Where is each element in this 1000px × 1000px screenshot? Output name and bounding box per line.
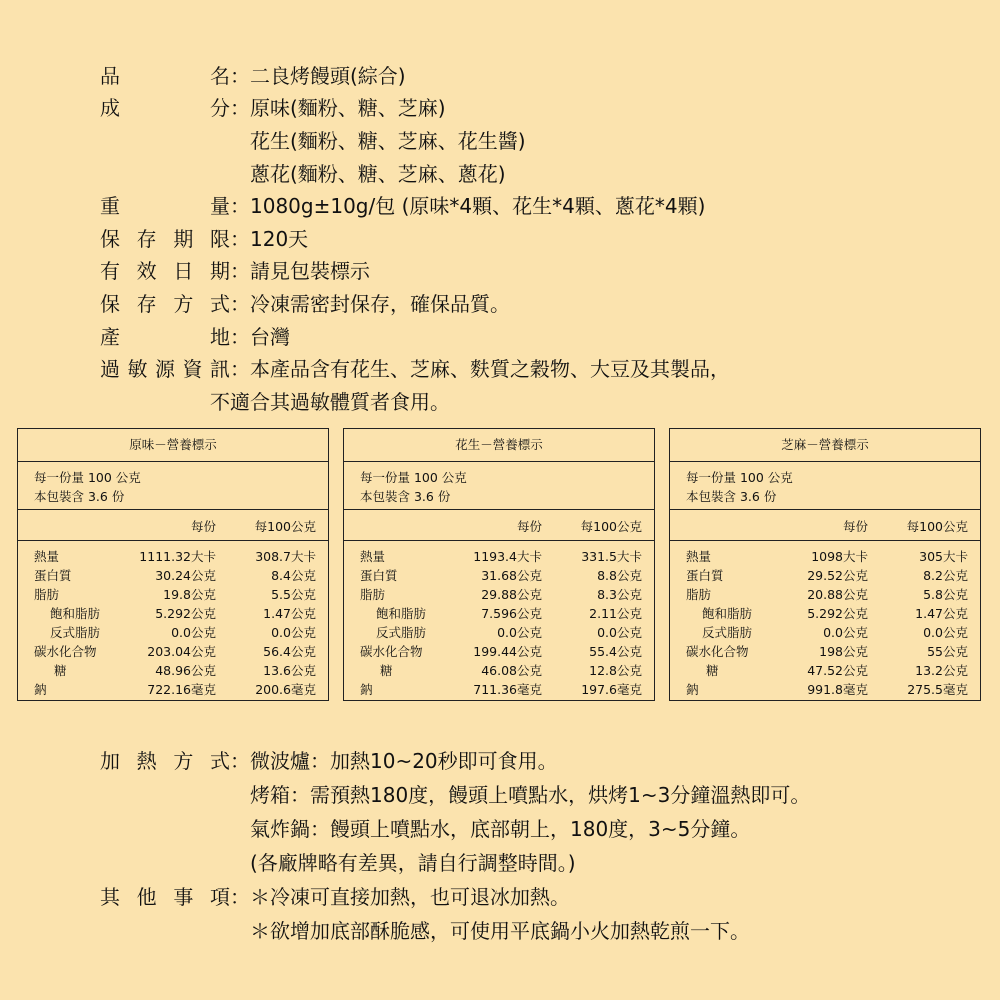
heating-airfryer: 氣炸鍋：饅頭上噴點水，底部朝上，180度，3~5分鐘。 bbox=[250, 816, 751, 841]
serving-size: 每一份量 100 公克 bbox=[360, 470, 467, 485]
nutrient-row: 碳水化合物 203.04公克 56.4公克 bbox=[34, 644, 316, 659]
expiry-label: 有 效 日 期 bbox=[100, 259, 230, 284]
nutrient-row: 糖 46.08公克 12.8公克 bbox=[380, 663, 642, 678]
storage-row bbox=[100, 286, 730, 319]
weight-row bbox=[100, 188, 730, 221]
panel-title: 花生－營養標示 bbox=[344, 429, 654, 462]
nutrition-panel-original bbox=[17, 428, 329, 701]
serving-info bbox=[670, 462, 980, 510]
col-per-100g: 每100公克 bbox=[580, 519, 642, 534]
nutrient-row: 碳水化合物 199.44公克 55.4公克 bbox=[360, 644, 642, 659]
name-value: 二良烤饅頭(綜合) bbox=[250, 63, 406, 88]
col-per-serving: 每份 bbox=[190, 519, 216, 534]
nutrient-row: 蛋白質 30.24公克 8.4公克 bbox=[34, 568, 316, 583]
ingredients-label: 成 分 bbox=[100, 96, 230, 121]
colon: ： bbox=[230, 748, 250, 773]
allergen-label: 過 敏 源 資 訊 bbox=[100, 357, 230, 382]
note-item: ＊欲增加底部酥脆感，可使用平底鍋小火加熱乾煎一下。 bbox=[250, 918, 750, 943]
col-per-serving: 每份 bbox=[516, 519, 542, 534]
heating-row bbox=[100, 844, 810, 878]
heating-oven: 烤箱：需預熱180度，饅頭上噴點水，烘烤1~3分鐘溫熱即可。 bbox=[250, 782, 811, 807]
allergen-line: 不適合其過敏體質者食用。 bbox=[210, 389, 450, 414]
shelf-life-value: 120天 bbox=[250, 226, 309, 251]
weight-value: 1080g±10g/包 (原味*4顆、花生*4顆、蔥花*4顆) bbox=[250, 194, 706, 219]
allergen-row bbox=[100, 351, 730, 384]
allergen-row-2 bbox=[100, 384, 730, 417]
nutrition-panels bbox=[17, 428, 983, 703]
nutrient-row: 反式脂肪 0.0公克 0.0公克 bbox=[50, 625, 316, 640]
colon: ： bbox=[230, 324, 250, 349]
storage-value: 冷凍需密封保存，確保品質。 bbox=[250, 291, 510, 316]
ingredient-line: 蔥花(麵粉、糖、芝麻、蔥花) bbox=[250, 161, 506, 186]
nutrient-row: 碳水化合物 198公克 55公克 bbox=[686, 644, 968, 659]
col-per-100g: 每100公克 bbox=[254, 519, 316, 534]
colon: ： bbox=[230, 226, 250, 251]
servings-per-pack: 本包裝含 3.6 份 bbox=[686, 489, 777, 504]
colon: ： bbox=[230, 357, 250, 382]
shelf-life-label: 保 存 期 限 bbox=[100, 226, 230, 251]
heating-microwave: 微波爐：加熱10~20秒即可食用。 bbox=[250, 748, 558, 773]
nutrient-row: 飽和脂肪 5.292公克 1.47公克 bbox=[50, 606, 316, 621]
nutrient-row: 蛋白質 31.68公克 8.8公克 bbox=[360, 568, 642, 583]
column-headers bbox=[344, 510, 654, 541]
notes-row bbox=[100, 878, 810, 912]
panel-title: 原味－營養標示 bbox=[18, 429, 328, 462]
nutrient-row: 鈉 722.16毫克 200.6毫克 bbox=[34, 682, 316, 697]
serving-info bbox=[344, 462, 654, 510]
servings-per-pack: 本包裝含 3.6 份 bbox=[34, 489, 125, 504]
colon: ： bbox=[230, 291, 250, 316]
allergen-line: 本產品含有花生、芝麻、麩質之穀物、大豆及其製品， bbox=[250, 357, 730, 382]
nutrient-row: 糖 48.96公克 13.6公克 bbox=[54, 663, 316, 678]
nutrition-panel-peanut bbox=[343, 428, 655, 701]
nutrient-row: 鈉 711.36毫克 197.6毫克 bbox=[360, 682, 642, 697]
nutrient-row: 脂肪 19.8公克 5.5公克 bbox=[34, 587, 316, 602]
storage-label: 保 存 方 式 bbox=[100, 291, 230, 316]
heating-row bbox=[100, 810, 810, 844]
expiry-value: 請見包裝標示 bbox=[250, 259, 370, 284]
colon: ： bbox=[230, 259, 250, 284]
ingredients-row-2 bbox=[100, 123, 730, 156]
notes-row bbox=[100, 912, 810, 946]
nutrient-rows bbox=[18, 541, 328, 699]
nutrient-row: 鈉 991.8毫克 275.5毫克 bbox=[686, 682, 968, 697]
nutrient-row: 飽和脂肪 5.292公克 1.47公克 bbox=[702, 606, 968, 621]
nutrient-row: 蛋白質 29.52公克 8.2公克 bbox=[686, 568, 968, 583]
colon: ： bbox=[230, 194, 250, 219]
ingredients-row bbox=[100, 91, 730, 124]
shelf-life-row bbox=[100, 221, 730, 254]
nutrient-row: 糖 47.52公克 13.2公克 bbox=[706, 663, 968, 678]
servings-per-pack: 本包裝含 3.6 份 bbox=[360, 489, 451, 504]
note-item: ＊冷凍可直接加熱，也可退冰加熱。 bbox=[250, 884, 570, 909]
name-label: 品 名 bbox=[100, 63, 230, 88]
ingredients-row-3 bbox=[100, 156, 730, 189]
nutrient-rows bbox=[344, 541, 654, 699]
origin-row bbox=[100, 319, 730, 352]
weight-label: 重 量 bbox=[100, 194, 230, 219]
colon: ： bbox=[230, 884, 250, 909]
name-row bbox=[100, 58, 730, 91]
origin-label: 產 地 bbox=[100, 324, 230, 349]
nutrient-row: 反式脂肪 0.0公克 0.0公克 bbox=[376, 625, 642, 640]
nutrition-panel-sesame bbox=[669, 428, 981, 701]
nutrient-row: 反式脂肪 0.0公克 0.0公克 bbox=[702, 625, 968, 640]
column-headers bbox=[18, 510, 328, 541]
heating-note: (各廠牌略有差異，請自行調整時間。) bbox=[250, 850, 576, 875]
serving-size: 每一份量 100 公克 bbox=[686, 470, 793, 485]
nutrient-row: 熱量 1193.4大卡 331.5大卡 bbox=[360, 549, 642, 564]
heating-label: 加 熱 方 式 bbox=[100, 748, 230, 773]
serving-size: 每一份量 100 公克 bbox=[34, 470, 141, 485]
column-headers bbox=[670, 510, 980, 541]
origin-value: 台灣 bbox=[250, 324, 290, 349]
nutrient-row: 熱量 1111.32大卡 308.7大卡 bbox=[34, 549, 316, 564]
product-info bbox=[100, 58, 730, 417]
nutrient-row: 飽和脂肪 7.596公克 2.11公克 bbox=[376, 606, 642, 621]
heating-section bbox=[100, 742, 810, 946]
ingredient-line: 花生(麵粉、糖、芝麻、花生醬) bbox=[250, 128, 526, 153]
notes-label: 其 他 事 項 bbox=[100, 884, 230, 909]
col-per-serving: 每份 bbox=[842, 519, 868, 534]
serving-info bbox=[18, 462, 328, 510]
colon: ： bbox=[230, 96, 250, 121]
nutrient-row: 熱量 1098大卡 305大卡 bbox=[686, 549, 968, 564]
nutrient-row: 脂肪 20.88公克 5.8公克 bbox=[686, 587, 968, 602]
ingredient-line: 原味(麵粉、糖、芝麻) bbox=[250, 96, 446, 121]
expiry-row bbox=[100, 254, 730, 287]
heating-row bbox=[100, 742, 810, 776]
nutrient-rows bbox=[670, 541, 980, 699]
colon: ： bbox=[230, 63, 250, 88]
panel-title: 芝麻－營養標示 bbox=[670, 429, 980, 462]
heating-row bbox=[100, 776, 810, 810]
nutrient-row: 脂肪 29.88公克 8.3公克 bbox=[360, 587, 642, 602]
col-per-100g: 每100公克 bbox=[906, 519, 968, 534]
